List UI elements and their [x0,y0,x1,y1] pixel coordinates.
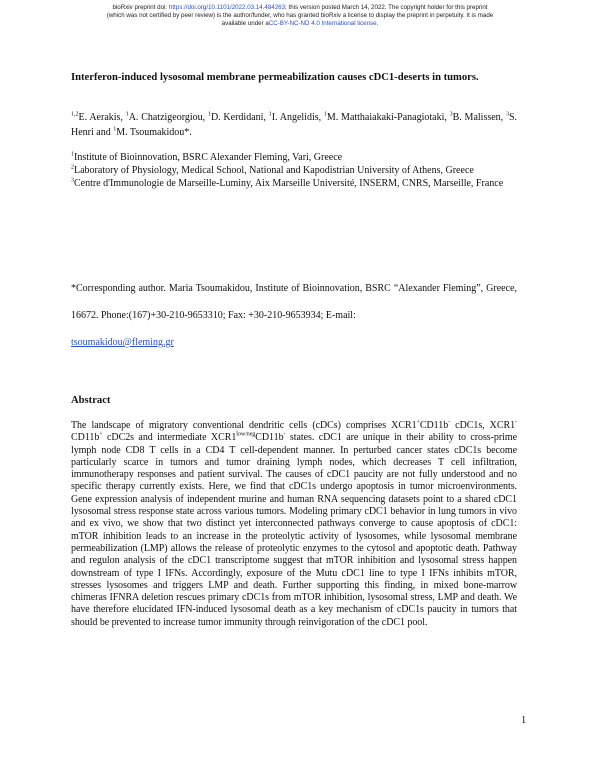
license-link[interactable]: CC-BY-NC-ND 4.0 International license [268,20,377,27]
affiliation: $^3$Centre d'Immunologie de Marseille-Luminy, Aix Marseille Université, INSERM, CNRS, Marseille, France [71,177,504,189]
author: $^1$D. Kerdidani, [207,111,269,123]
author: $^{1,2}$E. Aerakis, [71,111,126,123]
notice-text: bioRxiv preprint doi: [112,4,169,11]
doi-link[interactable]: https://doi.org/10.1101/2022.03.14.484263 [168,4,286,11]
page-number: 1 [521,715,527,726]
paper-title: Interferon-induced lysosomal membrane permeabilization causes cDC1-deserts in tumors. [71,72,479,83]
affiliation: $^2$Laboratory of Physiology, Medical School, National and Kapodistrian University of Athens, Greece [71,164,474,176]
notice-text: . [376,20,379,27]
author: $^3$S. Henri and [71,111,517,138]
notice-text: ; this version posted March 14, 2022. The copyright holder for this preprint [285,4,488,11]
email-link[interactable]: tsoumakidou@fleming.gr [71,337,174,348]
notice-line-2: (which was not certified by peer review) is the author/funder, who has granted bioRxiv a license to display the preprint in perpetuity. It is made [106,12,494,19]
author-list [71,110,517,140]
affiliation-list [71,152,517,190]
affiliation: $^1$Institute of Bioinnovation, BSRC Alexander Fleming, Vari, Greece [71,151,343,163]
author: $^1$I. Angelidis, [268,111,324,123]
corresponding-text: *Corresponding author. Maria Tsoumakidou, Institute of Bioinnovation, BSRC “Alexander Fleming”, Greece, 16672. Phone:(167)+30-210-9653310; Fax: +30-210-9653934; E-mail: [71,283,517,321]
author: $^1$M. Matthaiakaki-Panagiotaki, [323,111,450,123]
author: $^1$M. Tsoumakidou*. [113,126,192,138]
notice-text: available under a [221,20,269,27]
corresponding-author [71,275,517,356]
author: $^3$B. Malissen, [449,111,506,123]
preprint-notice [0,4,600,28]
abstract-body: The landscape of migratory conventional dendritic cells (cDCs) comprises XCR1+CD11b- cDC1s, XCR1-CD11b+ cDC2s and intermediate $XCR1^{low/neg}CD11b^-$ states. cDC1 are unique in their ability to cross-prime lymph node CD8 T cells in a CD4 T cell-dependent manner. In perturbed cancer states cDC1s become particularly scarce in tumors and tumor draining lymph nodes, which decreases T cell infiltration, immunotherapy responses and patient survival. The causes of cDC1 paucity are not fully understood and no specific therapy currently exists. Here, we find that cDC1s undergo apoptosis in tumor microenvironments. Gene expression analysis of independent murine and human RNA sequencing datasets point to a shared cDC1 lysosomal stress response state across various tumors. Modeling primary cDC1 behavior in lung tumors in vivo and ex vivo, we show that two distinct yet interconnected pathways converge to cause apoptosis of cDC1: mTOR inhibition leads to an increase in the proteolytic activity of lysosomes, while lysosomal membrane permeabilization (LMP) allows the release of proteolytic enzymes to the cytosol and apoptotic death. Pathway and regulon analysis of the cDC1 transcriptome suggest that mTOR inhibition and lysosomal stress happen downstream of type I IFNs. Accordingly, exposure of the Mutu cDC1 line to type I IFNs inhibits mTOR, stresses lysosomes and triggers LMP and death. Further supporting this finding, in mixed bone-marrow chimeras IFNRA deletion rescues primary cDC1s from mTOR inhibition, lysosomal stress, LMP and death. We have therefore elucidated IFN-induced lysosomal death as a key mechanism of cDC1s paucity in tumors that should be prevented to increase tumor immunity through reinvigoration of the cDC1 pool. [71,419,517,628]
abstract-heading: Abstract [71,395,111,406]
author: $^1$A. Chatzigeorgiou, [125,111,208,123]
